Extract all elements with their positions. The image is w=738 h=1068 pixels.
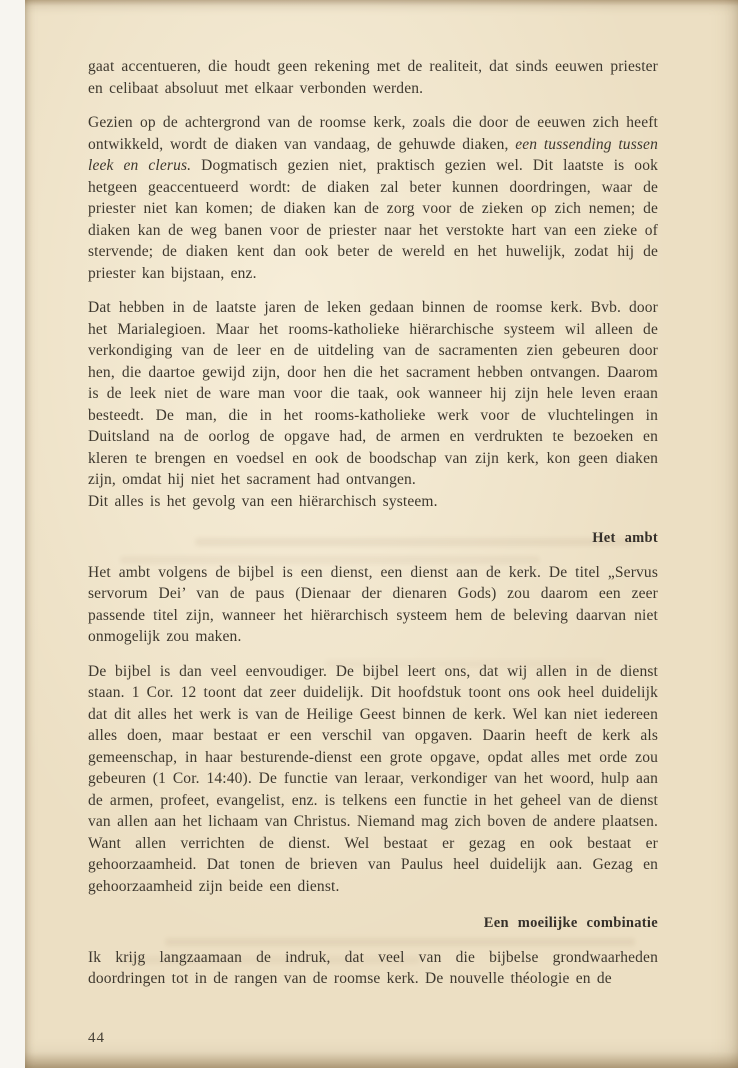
paragraph-bijbel-dienst: De bijbel is dan veel eenvoudiger. De bijbel leert ons, dat wij allen in de dienst staan. 1 Cor. 12 toont dat zeer duidelijk. Dit hoofdstuk toont ons ook heel duidelijk dat dit alles het werk is van de Heilige Geest binnen de kerk. Wel kan niet iedereen alles doen, maar bestaat er een verschil van opgaven. Daarin heeft de kerk als gemeenschap, in haar besturende-dienst een grote opgave, opdat alles met orde zou gebeuren (1 Cor. 14:40). De functie van leraar, verkondiger van het woord, hulp aan de armen, profeet, evangelist, enz. is telkens een functie in het geheel van de dienst van allen aan het lichaam van Christus. Niemand mag zich boven de andere plaatsen. Want allen verrichten de dienst. Wel bestaat er gezag en ook bestaat er gehoorzaamheid. Dat tonen de brieven van Paulus heel duidelijk aan. Gezag en gehoorzaamheid zijn beide een dienst. [88, 662, 658, 895]
text-block [88, 56, 658, 1003]
paragraph-diaken-achtergrond [88, 112, 658, 284]
paragraph-grondwaarheden: Ik krijg langzaamaan de indruk, dat veel van die bijbelse grondwaarheden doordringen tot in de rangen van de roomse kerk. De nouvelle théologie en de [88, 948, 658, 987]
paragraph-text: Gezien op de achtergrond van de roomse kerk, zoals die door de eeuwen zich heeft ontwikkeld, wordt de diaken van vandaag, de gehuwde diaken, [88, 114, 658, 153]
paragraph-intro-continued: gaat accentueren, die houdt geen rekening met de realiteit, dat sinds eeuwen priester en celibaat absoluut met elkaar verbonden werden. [88, 58, 658, 97]
paragraph-servus-servorum: Het ambt volgens de bijbel is een dienst, een dienst aan de kerk. De titel „Servus servorum Dei’ van de paus (Dienaar der dienaren Gods) zou daarom een zeer passende titel zijn, wanneer het hiërarchisch systeem hem de beleving daarvan niet onmogelijk zou maken. [88, 563, 658, 645]
italic-phrase: een tussending tussen leek en clerus. [88, 135, 658, 174]
paragraph-leken-roomse-kerk: Dat hebben in de laatste jaren de leken gedaan binnen de roomse kerk. Bvb. door het Marialegioen. Maar het rooms-katholieke hiërarchische systeem wil alleen de verkondiging van de leer en de uitdeling van de sacramenten zien gebeuren door hen, die daartoe gewijd zijn, door hen die het sacrament hebben ontvangen. Daarom is de leek niet de ware man voor die taak, ook wanneer hij zijn hele leven eraan besteedt. De man, die in het rooms-katholieke werk voor de vluchtelingen in Duitsland na de oorlog de opgave had, de armen en verdrukten te bezoeken en kleren te brengen en voedsel en ook de boodschap van zijn kerk, kon geen diaken zijn, omdat hij niet het sacrament had ontvangen. [88, 299, 658, 488]
paragraph-gevolg-systeem: Dit alles is het gevolg van een hiërarchisch systeem. [88, 492, 438, 510]
page-number: 44 [88, 1030, 105, 1046]
paper-sheet [25, 0, 738, 1068]
section-heading-moeilijke-combinatie: Een moeilijke combinatie [483, 915, 658, 931]
section-heading-het-ambt: Het ambt [592, 530, 658, 546]
paragraph-text: Dogmatisch gezien niet, praktisch gezien wel. Dit laatste is ook hetgeen geaccentueerd wordt: de diaken zal beter kunnen doordringen, waar de priester niet kan komen; de diaken kan de zorg voor de zieken op zich nemen; de diaken kan de weg banen voor de priester naar het verstokte hart van een zieke of stervende; de diaken kent dan ook beter de wereld en het huwelijk, zodat hij de priester kan bijstaan, enz. [88, 157, 659, 282]
